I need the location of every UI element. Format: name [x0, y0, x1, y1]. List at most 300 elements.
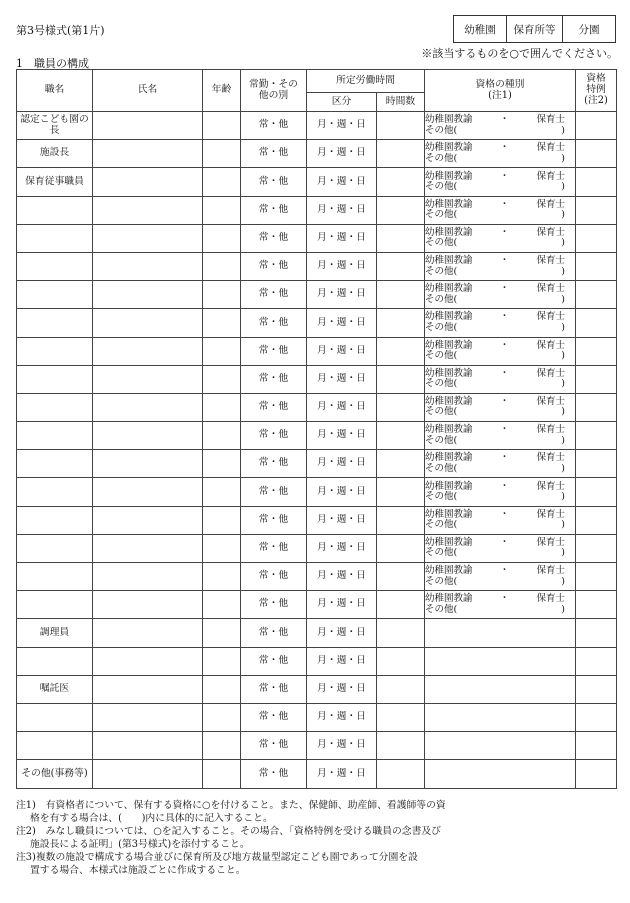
qualification-kindergarten-teacher[interactable]: 幼稚園教諭 — [425, 508, 473, 520]
qualification-childcare-worker[interactable]: 保育士 — [536, 339, 565, 351]
qualification-line1 — [425, 256, 575, 266]
row-name-field[interactable] — [93, 450, 203, 478]
qualification-line2 — [425, 210, 575, 220]
row-special-field[interactable] — [576, 168, 617, 196]
row-qualification[interactable] — [425, 337, 576, 365]
row-age-field[interactable] — [203, 422, 241, 450]
qualification-line2 — [425, 267, 575, 277]
row-hours-count-field[interactable] — [377, 732, 425, 760]
row-hours-count-field[interactable] — [377, 450, 425, 478]
table-row — [17, 647, 617, 675]
qualification-kindergarten-teacher[interactable]: 幼稚園教諭 — [425, 396, 473, 408]
row-employment[interactable]: 常・他 — [241, 732, 307, 760]
row-qualification[interactable] — [425, 675, 576, 703]
qualification-kindergarten-teacher[interactable]: 幼稚園教諭 — [425, 480, 473, 492]
header-special-line3: (注2) — [584, 94, 608, 106]
row-age-field[interactable] — [203, 478, 241, 506]
qualification-childcare-worker[interactable]: 保育士 — [536, 283, 565, 295]
row-title — [17, 422, 93, 450]
header-qualification-line2: (注1) — [488, 89, 512, 101]
row-hours-count-field[interactable] — [377, 760, 425, 788]
qualification-kindergarten-teacher[interactable]: 幼稚園教諭 — [425, 565, 473, 577]
row-hours-count-field[interactable] — [377, 168, 425, 196]
row-employment[interactable]: 常・他 — [241, 760, 307, 788]
row-name-field[interactable] — [93, 309, 203, 337]
row-hours-division[interactable]: 月・週・日 — [307, 506, 377, 534]
row-special-field[interactable] — [576, 337, 617, 365]
row-hours-division[interactable]: 月・週・日 — [307, 112, 377, 140]
row-hours-count-field[interactable] — [377, 140, 425, 168]
row-hours-division[interactable]: 月・週・日 — [307, 703, 377, 731]
row-hours-count-field[interactable] — [377, 703, 425, 731]
row-special-field[interactable] — [576, 224, 617, 252]
qualification-childcare-worker[interactable]: 保育士 — [536, 255, 565, 267]
header-title: 職名 — [17, 70, 93, 112]
row-hours-count-field[interactable] — [377, 337, 425, 365]
row-name-field[interactable] — [93, 196, 203, 224]
row-age-field[interactable] — [203, 196, 241, 224]
row-qualification[interactable] — [425, 224, 576, 252]
row-qualification[interactable] — [425, 534, 576, 562]
row-hours-count-field[interactable] — [377, 112, 425, 140]
row-age-field[interactable] — [203, 563, 241, 591]
row-hours-count-field[interactable] — [377, 534, 425, 562]
qualification-kindergarten-teacher[interactable]: 幼稚園教諭 — [425, 424, 473, 436]
row-title: その他(事務等) — [17, 760, 93, 788]
row-hours-division[interactable]: 月・週・日 — [307, 422, 377, 450]
qualification-kindergarten-teacher[interactable]: 幼稚園教諭 — [425, 142, 473, 154]
row-employment[interactable]: 常・他 — [241, 365, 307, 393]
row-hours-division[interactable]: 月・週・日 — [307, 140, 377, 168]
qualification-other[interactable]: その他( — [425, 547, 458, 559]
row-hours-division[interactable]: 月・週・日 — [307, 252, 377, 280]
row-special-field[interactable] — [576, 140, 617, 168]
qualification-other[interactable]: その他( — [425, 350, 458, 362]
row-special-field[interactable] — [576, 252, 617, 280]
table-row — [17, 563, 617, 591]
row-name-field[interactable] — [93, 760, 203, 788]
row-employment[interactable]: 常・他 — [241, 168, 307, 196]
qualification-other[interactable]: その他( — [425, 462, 458, 474]
qualification-other-close: ) — [561, 575, 565, 587]
row-hours-division[interactable]: 月・週・日 — [307, 281, 377, 309]
row-qualification[interactable] — [425, 365, 576, 393]
row-title: 調理員 — [17, 619, 93, 647]
row-title — [17, 337, 93, 365]
row-hours-count-field[interactable] — [377, 393, 425, 421]
row-qualification[interactable] — [425, 309, 576, 337]
row-qualification[interactable] — [425, 619, 576, 647]
row-hours-division[interactable]: 月・週・日 — [307, 450, 377, 478]
type-kindergarten[interactable]: 幼稚園 — [454, 16, 507, 42]
qualification-other-close: ) — [561, 180, 565, 192]
qualification-other-close: ) — [561, 406, 565, 418]
row-hours-count-field[interactable] — [377, 281, 425, 309]
row-employment[interactable]: 常・他 — [241, 422, 307, 450]
row-name-field[interactable] — [93, 478, 203, 506]
qualification-line2 — [425, 182, 575, 192]
qualification-childcare-worker[interactable]: 保育士 — [536, 198, 565, 210]
qualification-other-close: ) — [561, 547, 565, 559]
row-hours-division[interactable]: 月・週・日 — [307, 647, 377, 675]
row-qualification[interactable] — [425, 281, 576, 309]
row-qualification[interactable] — [425, 703, 576, 731]
row-employment[interactable]: 常・他 — [241, 619, 307, 647]
qualification-other[interactable]: その他( — [425, 237, 458, 249]
qualification-other-close: ) — [561, 321, 565, 333]
row-age-field[interactable] — [203, 281, 241, 309]
row-hours-count-field[interactable] — [377, 309, 425, 337]
qualification-other-close: ) — [561, 265, 565, 277]
table-row — [17, 703, 617, 731]
row-hours-division[interactable]: 月・週・日 — [307, 619, 377, 647]
footnote-3 — [16, 852, 616, 877]
row-age-field[interactable] — [203, 450, 241, 478]
row-employment[interactable]: 常・他 — [241, 224, 307, 252]
qualification-line2 — [425, 436, 575, 446]
table-row — [17, 393, 617, 421]
row-age-field[interactable] — [203, 647, 241, 675]
footnote-1-line2: 格を有する場合は、( )内に具体的に記入すること。 — [30, 812, 273, 824]
row-qualification[interactable] — [425, 450, 576, 478]
qualification-kindergarten-teacher[interactable]: 幼稚園教諭 — [425, 170, 473, 182]
row-name-field[interactable] — [93, 619, 203, 647]
row-qualification[interactable] — [425, 393, 576, 421]
qualification-childcare-worker[interactable]: 保育士 — [536, 396, 565, 408]
row-age-field[interactable] — [203, 619, 241, 647]
row-age-field[interactable] — [203, 365, 241, 393]
row-title — [17, 196, 93, 224]
row-employment[interactable]: 常・他 — [241, 591, 307, 619]
row-qualification[interactable] — [425, 112, 576, 140]
row-hours-count-field[interactable] — [377, 422, 425, 450]
row-special-field[interactable] — [576, 619, 617, 647]
qualification-kindergarten-teacher[interactable]: 幼稚園教諭 — [425, 255, 473, 267]
row-special-field[interactable] — [576, 563, 617, 591]
row-hours-count-field[interactable] — [377, 365, 425, 393]
header-special-line1: 資格 — [586, 73, 606, 85]
qualification-separator: ・ — [499, 226, 510, 238]
qualification-line2 — [425, 605, 575, 615]
qualification-childcare-worker[interactable]: 保育士 — [536, 565, 565, 577]
qualification-separator: ・ — [499, 255, 510, 267]
row-special-field[interactable] — [576, 309, 617, 337]
qualification-separator: ・ — [499, 339, 510, 351]
row-qualification[interactable] — [425, 591, 576, 619]
type-branch[interactable]: 分園 — [578, 23, 600, 36]
qualification-other[interactable]: その他( — [425, 321, 458, 333]
row-special-field[interactable] — [576, 478, 617, 506]
qualification-separator: ・ — [499, 198, 510, 210]
row-name-field[interactable] — [93, 675, 203, 703]
row-title — [17, 393, 93, 421]
row-name-field[interactable] — [93, 703, 203, 731]
qualification-line2 — [425, 520, 575, 530]
row-hours-division[interactable]: 月・週・日 — [307, 675, 377, 703]
qualification-kindergarten-teacher[interactable]: 幼稚園教諭 — [425, 452, 473, 464]
footnote-1-line1: 注1) 有資格者について、保有する資格に○を付けること。また、保健師、助産師、看護師等の資 — [16, 800, 446, 811]
qualification-kindergarten-teacher[interactable]: 幼稚園教諭 — [425, 593, 473, 605]
row-age-field[interactable] — [203, 112, 241, 140]
row-special-field[interactable] — [576, 393, 617, 421]
qualification-other[interactable]: その他( — [425, 575, 458, 587]
row-name-field[interactable] — [93, 252, 203, 280]
table-row — [17, 732, 617, 760]
row-age-field[interactable] — [203, 393, 241, 421]
row-name-field[interactable] — [93, 732, 203, 760]
row-special-field[interactable] — [576, 591, 617, 619]
row-hours-division[interactable]: 月・週・日 — [307, 534, 377, 562]
row-employment[interactable]: 常・他 — [241, 140, 307, 168]
row-qualification[interactable] — [425, 563, 576, 591]
row-hours-division[interactable]: 月・週・日 — [307, 309, 377, 337]
row-qualification[interactable] — [425, 506, 576, 534]
qualification-line2 — [425, 464, 575, 474]
footnote-3-line1: 注3)複数の施設で構成する場合並びに保育所及び地方裁量型認定こども園であって分園を設 — [16, 852, 418, 864]
qualification-other-close: ) — [561, 293, 565, 305]
row-special-field[interactable] — [576, 703, 617, 731]
header-special-line2: 特例 — [586, 84, 606, 96]
qualification-other[interactable]: その他( — [425, 265, 458, 277]
qualification-other[interactable]: その他( — [425, 406, 458, 418]
row-name-field[interactable] — [93, 168, 203, 196]
row-hours-count-field[interactable] — [377, 478, 425, 506]
qualification-other[interactable]: その他( — [425, 519, 458, 531]
row-name-field[interactable] — [93, 506, 203, 534]
row-employment[interactable]: 常・他 — [241, 309, 307, 337]
row-qualification[interactable] — [425, 196, 576, 224]
table-row — [17, 309, 617, 337]
qualification-line2 — [425, 154, 575, 164]
qualification-line2 — [425, 548, 575, 558]
qualification-line2 — [425, 492, 575, 502]
qualification-other-close: ) — [561, 350, 565, 362]
qualification-separator: ・ — [499, 424, 510, 436]
qualification-kindergarten-teacher[interactable]: 幼稚園教諭 — [425, 311, 473, 323]
row-title — [17, 478, 93, 506]
row-hours-count-field[interactable] — [377, 619, 425, 647]
qualification-line2 — [425, 577, 575, 587]
qualification-other[interactable]: その他( — [425, 180, 458, 192]
row-age-field[interactable] — [203, 252, 241, 280]
qualification-kindergarten-teacher[interactable]: 幼稚園教諭 — [425, 114, 473, 126]
qualification-childcare-worker[interactable]: 保育士 — [536, 508, 565, 520]
row-employment[interactable]: 常・他 — [241, 112, 307, 140]
row-employment[interactable]: 常・他 — [241, 563, 307, 591]
qualification-other-close: ) — [561, 491, 565, 503]
row-hours-division[interactable]: 月・週・日 — [307, 196, 377, 224]
qualification-kindergarten-teacher[interactable]: 幼稚園教諭 — [425, 198, 473, 210]
qualification-other[interactable]: その他( — [425, 124, 458, 136]
row-hours-division[interactable]: 月・週・日 — [307, 365, 377, 393]
row-name-field[interactable] — [93, 365, 203, 393]
table-row — [17, 675, 617, 703]
row-name-field[interactable] — [93, 647, 203, 675]
row-age-field[interactable] — [203, 732, 241, 760]
qualification-separator: ・ — [499, 114, 510, 126]
qualification-other-close: ) — [561, 152, 565, 164]
qualification-childcare-worker[interactable]: 保育士 — [536, 226, 565, 238]
row-name-field[interactable] — [93, 422, 203, 450]
qualification-childcare-worker[interactable]: 保育士 — [536, 424, 565, 436]
row-title — [17, 732, 93, 760]
row-special-field[interactable] — [576, 365, 617, 393]
header-employment-line2: 他の別 — [258, 89, 289, 101]
row-age-field[interactable] — [203, 168, 241, 196]
footnotes — [16, 800, 616, 878]
row-name-field[interactable] — [93, 140, 203, 168]
row-age-field[interactable] — [203, 675, 241, 703]
row-special-field[interactable] — [576, 281, 617, 309]
row-hours-count-field[interactable] — [377, 591, 425, 619]
row-name-field[interactable] — [93, 112, 203, 140]
row-hours-division[interactable]: 月・週・日 — [307, 478, 377, 506]
header-name: 氏名 — [93, 70, 203, 112]
qualification-childcare-worker[interactable]: 保育士 — [536, 114, 565, 126]
qualification-other-close: ) — [561, 519, 565, 531]
row-hours-division[interactable]: 月・週・日 — [307, 732, 377, 760]
row-name-field[interactable] — [93, 393, 203, 421]
qualification-kindergarten-teacher[interactable]: 幼稚園教諭 — [425, 339, 473, 351]
row-special-field[interactable] — [576, 760, 617, 788]
row-age-field[interactable] — [203, 760, 241, 788]
row-age-field[interactable] — [203, 703, 241, 731]
row-employment[interactable]: 常・他 — [241, 478, 307, 506]
qualification-separator: ・ — [499, 283, 510, 295]
row-hours-division[interactable]: 月・週・日 — [307, 224, 377, 252]
qualification-other[interactable]: その他( — [425, 378, 458, 390]
row-qualification[interactable] — [425, 732, 576, 760]
qualification-kindergarten-teacher[interactable]: 幼稚園教諭 — [425, 367, 473, 379]
qualification-childcare-worker[interactable]: 保育士 — [536, 452, 565, 464]
row-employment[interactable]: 常・他 — [241, 337, 307, 365]
row-qualification[interactable] — [425, 168, 576, 196]
row-hours-count-field[interactable] — [377, 224, 425, 252]
qualification-separator: ・ — [499, 452, 510, 464]
row-age-field[interactable] — [203, 591, 241, 619]
qualification-kindergarten-teacher[interactable]: 幼稚園教諭 — [425, 226, 473, 238]
qualification-other[interactable]: その他( — [425, 491, 458, 503]
row-age-field[interactable] — [203, 140, 241, 168]
qualification-separator: ・ — [499, 367, 510, 379]
row-employment[interactable]: 常・他 — [241, 506, 307, 534]
row-employment[interactable]: 常・他 — [241, 534, 307, 562]
row-hours-division[interactable]: 月・週・日 — [307, 393, 377, 421]
table-row — [17, 140, 617, 168]
row-name-field[interactable] — [93, 281, 203, 309]
type-nursery[interactable]: 保育所等 — [507, 16, 563, 42]
row-name-field[interactable] — [93, 591, 203, 619]
qualification-kindergarten-teacher[interactable]: 幼稚園教諭 — [425, 536, 473, 548]
row-hours-count-field[interactable] — [377, 196, 425, 224]
row-age-field[interactable] — [203, 309, 241, 337]
qualification-other[interactable]: その他( — [425, 152, 458, 164]
row-employment[interactable]: 常・他 — [241, 703, 307, 731]
row-qualification[interactable] — [425, 760, 576, 788]
table-row — [17, 619, 617, 647]
row-employment[interactable]: 常・他 — [241, 196, 307, 224]
qualification-childcare-worker[interactable]: 保育士 — [536, 536, 565, 548]
row-hours-count-field[interactable] — [377, 647, 425, 675]
table-row — [17, 112, 617, 140]
row-name-field[interactable] — [93, 224, 203, 252]
row-name-field[interactable] — [93, 337, 203, 365]
row-hours-count-field[interactable] — [377, 506, 425, 534]
row-qualification[interactable] — [425, 252, 576, 280]
row-hours-division[interactable]: 月・週・日 — [307, 563, 377, 591]
row-hours-division[interactable]: 月・週・日 — [307, 337, 377, 365]
table-row — [17, 224, 617, 252]
qualification-line2 — [425, 126, 575, 136]
row-qualification[interactable] — [425, 647, 576, 675]
qualification-childcare-worker[interactable]: 保育士 — [536, 480, 565, 492]
qualification-separator: ・ — [499, 480, 510, 492]
table-row — [17, 534, 617, 562]
table-row — [17, 168, 617, 196]
row-qualification[interactable] — [425, 478, 576, 506]
circle-note: ※該当するものを○で囲んでください。 — [421, 47, 618, 60]
row-name-field[interactable] — [93, 534, 203, 562]
row-special-field[interactable] — [576, 732, 617, 760]
row-special-field[interactable] — [576, 647, 617, 675]
row-employment[interactable]: 常・他 — [241, 675, 307, 703]
row-hours-count-field[interactable] — [377, 563, 425, 591]
row-age-field[interactable] — [203, 224, 241, 252]
header-age: 年齢 — [203, 70, 241, 112]
row-employment[interactable]: 常・他 — [241, 450, 307, 478]
row-employment[interactable]: 常・他 — [241, 393, 307, 421]
qualification-childcare-worker[interactable]: 保育士 — [536, 311, 565, 323]
row-qualification[interactable] — [425, 140, 576, 168]
row-employment[interactable]: 常・他 — [241, 647, 307, 675]
qualification-other[interactable]: その他( — [425, 209, 458, 221]
qualification-other[interactable]: その他( — [425, 603, 458, 615]
row-hours-division[interactable]: 月・週・日 — [307, 168, 377, 196]
footnote-2-line2: 施設長による証明」(第3号様式)を添付すること。 — [30, 838, 250, 850]
row-age-field[interactable] — [203, 337, 241, 365]
row-age-field[interactable] — [203, 534, 241, 562]
row-hours-division[interactable]: 月・週・日 — [307, 760, 377, 788]
row-qualification[interactable] — [425, 422, 576, 450]
qualification-kindergarten-teacher[interactable]: 幼稚園教諭 — [425, 283, 473, 295]
qualification-other[interactable]: その他( — [425, 434, 458, 446]
row-employment[interactable]: 常・他 — [241, 281, 307, 309]
row-hours-count-field[interactable] — [377, 252, 425, 280]
row-special-field[interactable] — [576, 675, 617, 703]
row-employment[interactable]: 常・他 — [241, 252, 307, 280]
row-special-field[interactable] — [576, 196, 617, 224]
row-age-field[interactable] — [203, 506, 241, 534]
header-qualification — [425, 70, 576, 112]
header-hours-division: 区分 — [307, 93, 377, 112]
row-name-field[interactable] — [93, 563, 203, 591]
row-special-field[interactable] — [576, 422, 617, 450]
row-special-field[interactable] — [576, 534, 617, 562]
row-special-field[interactable] — [576, 506, 617, 534]
qualification-childcare-worker[interactable]: 保育士 — [536, 142, 565, 154]
qualification-childcare-worker[interactable]: 保育士 — [536, 593, 565, 605]
row-hours-count-field[interactable] — [377, 675, 425, 703]
qualification-other-close: ) — [561, 378, 565, 390]
form-id: 第3号様式(第1片) — [16, 24, 105, 37]
qualification-other-close: ) — [561, 237, 565, 249]
row-hours-division[interactable]: 月・週・日 — [307, 591, 377, 619]
qualification-childcare-worker[interactable]: 保育士 — [536, 367, 565, 379]
row-special-field[interactable] — [576, 112, 617, 140]
qualification-other[interactable]: その他( — [425, 293, 458, 305]
qualification-childcare-worker[interactable]: 保育士 — [536, 170, 565, 182]
row-special-field[interactable] — [576, 450, 617, 478]
